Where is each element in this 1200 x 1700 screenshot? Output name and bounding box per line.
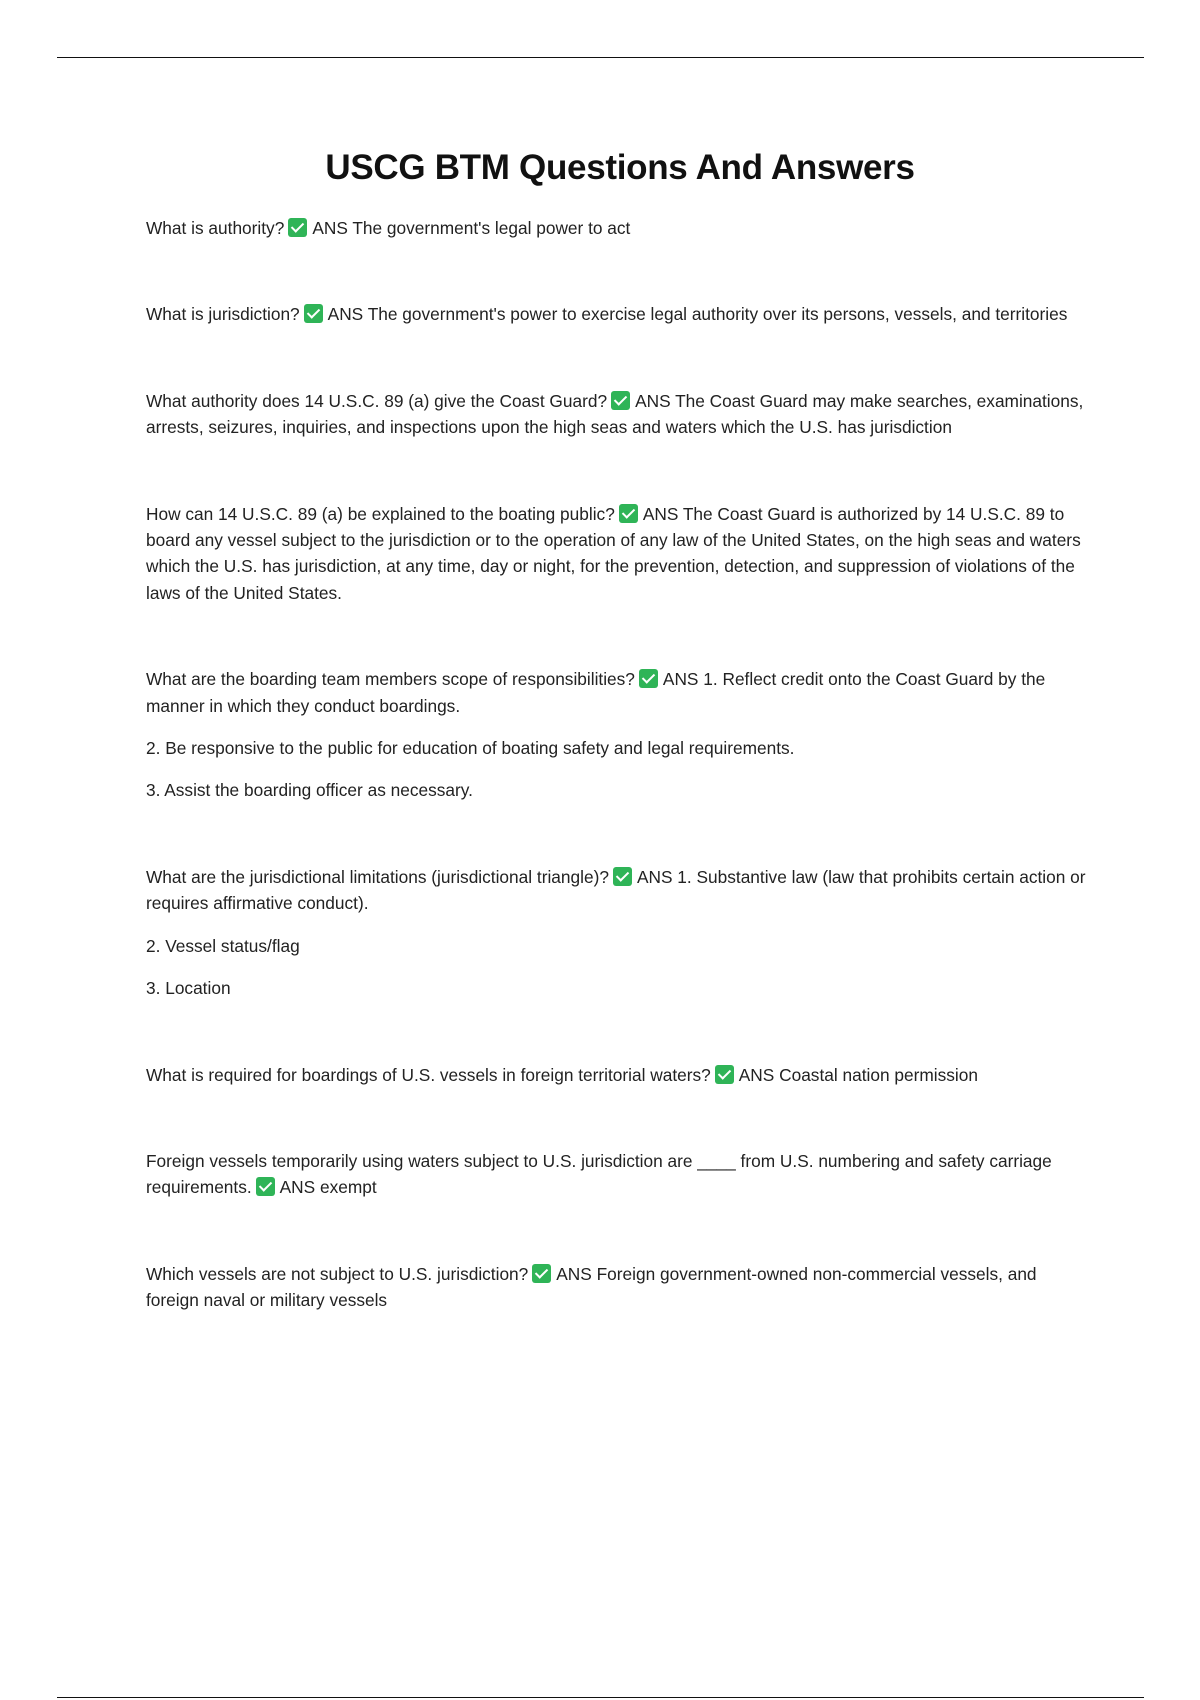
question-text: Foreign vessels temporarily using waters subject to U.S. jurisdiction are ____ from U.S. numbering and safety carriage requirements. bbox=[146, 1150, 1052, 1198]
answer-text: ANS The Coast Guard may make searches, examinations, arrests, seizures, inquiries, and inspections upon the high seas and waters which the U.S. has jurisdiction bbox=[146, 390, 1084, 438]
qa-paragraph bbox=[146, 1062, 1091, 1088]
answer-continuation: 3. Assist the boarding officer as necessary. bbox=[146, 780, 473, 801]
qa-item bbox=[146, 1062, 1091, 1088]
answer-text: ANS exempt bbox=[279, 1177, 377, 1198]
answer-text: ANS The government's power to exercise legal authority over its persons, vessels, and territories bbox=[327, 304, 1068, 325]
qa-paragraph bbox=[146, 864, 1091, 917]
answer-continuation: 3. Location bbox=[146, 978, 231, 999]
check-mark-icon bbox=[304, 304, 323, 323]
check-mark-icon bbox=[715, 1065, 734, 1084]
answer-text: ANS Coastal nation permission bbox=[738, 1064, 978, 1085]
check-mark-icon bbox=[532, 1264, 551, 1283]
qa-item bbox=[146, 388, 1091, 441]
answer-continuation: 2. Vessel status/flag bbox=[146, 935, 300, 956]
qa-paragraph bbox=[146, 666, 1091, 719]
page-title: USCG BTM Questions And Answers bbox=[325, 148, 915, 187]
qa-item bbox=[146, 215, 1091, 241]
top-rule bbox=[57, 57, 1144, 58]
qa-paragraph bbox=[146, 1148, 1091, 1201]
qa-item bbox=[146, 501, 1091, 607]
bottom-rule bbox=[57, 1697, 1144, 1698]
qa-item bbox=[146, 666, 1091, 804]
question-text: What is authority? bbox=[146, 218, 285, 238]
qa-paragraph bbox=[146, 215, 1091, 241]
qa-paragraph bbox=[146, 501, 1091, 607]
question-text: How can 14 U.S.C. 89 (a) be explained to the boating public? bbox=[146, 503, 615, 524]
question-text: What is required for boardings of U.S. vessels in foreign territorial waters? bbox=[146, 1064, 711, 1085]
qa-item bbox=[146, 1148, 1091, 1201]
answer-text: ANS 1. Reflect credit onto the Coast Guard by the manner in which they conduct boardings. bbox=[146, 669, 1046, 716]
answer-text: ANS The government's legal power to act bbox=[312, 218, 631, 238]
qa-paragraph bbox=[146, 301, 1091, 327]
answer-continuation: 2. Be responsive to the public for education of boating safety and legal requirements. bbox=[146, 738, 795, 759]
question-text: What authority does 14 U.S.C. 89 (a) give the Coast Guard? bbox=[146, 390, 608, 411]
check-mark-icon bbox=[619, 504, 638, 523]
check-mark-icon bbox=[288, 218, 307, 237]
answer-text: ANS 1. Substantive law (law that prohibits certain action or requires affirmative conduct). bbox=[146, 866, 1086, 914]
check-mark-icon bbox=[613, 867, 632, 886]
question-text: Which vessels are not subject to U.S. jurisdiction? bbox=[146, 1263, 529, 1284]
check-mark-icon bbox=[639, 669, 658, 688]
qa-list bbox=[146, 215, 1091, 1314]
question-text: What are the jurisdictional limitations (jurisdictional triangle)? bbox=[146, 866, 609, 887]
qa-item bbox=[146, 301, 1091, 327]
answer-text: ANS Foreign government-owned non-commercial vessels, and foreign naval or military vessels bbox=[146, 1263, 1037, 1311]
qa-item bbox=[146, 864, 1091, 1002]
qa-item bbox=[146, 1261, 1091, 1314]
answer-text: ANS The Coast Guard is authorized by 14 U.S.C. 89 to board any vessel subject to the jurisdiction or to the operation of any law of the United States, on the high seas and waters which the U.S. has jurisdiction, at any time, day or night, for the prevention, detection, and suppression of violations of the laws of the United States. bbox=[146, 503, 1081, 603]
question-text: What are the boarding team members scope of responsibilities? bbox=[146, 669, 635, 690]
qa-paragraph bbox=[146, 1261, 1091, 1314]
question-text: What is jurisdiction? bbox=[146, 304, 300, 325]
check-mark-icon bbox=[611, 391, 630, 410]
qa-paragraph bbox=[146, 388, 1091, 441]
check-mark-icon bbox=[256, 1177, 275, 1196]
